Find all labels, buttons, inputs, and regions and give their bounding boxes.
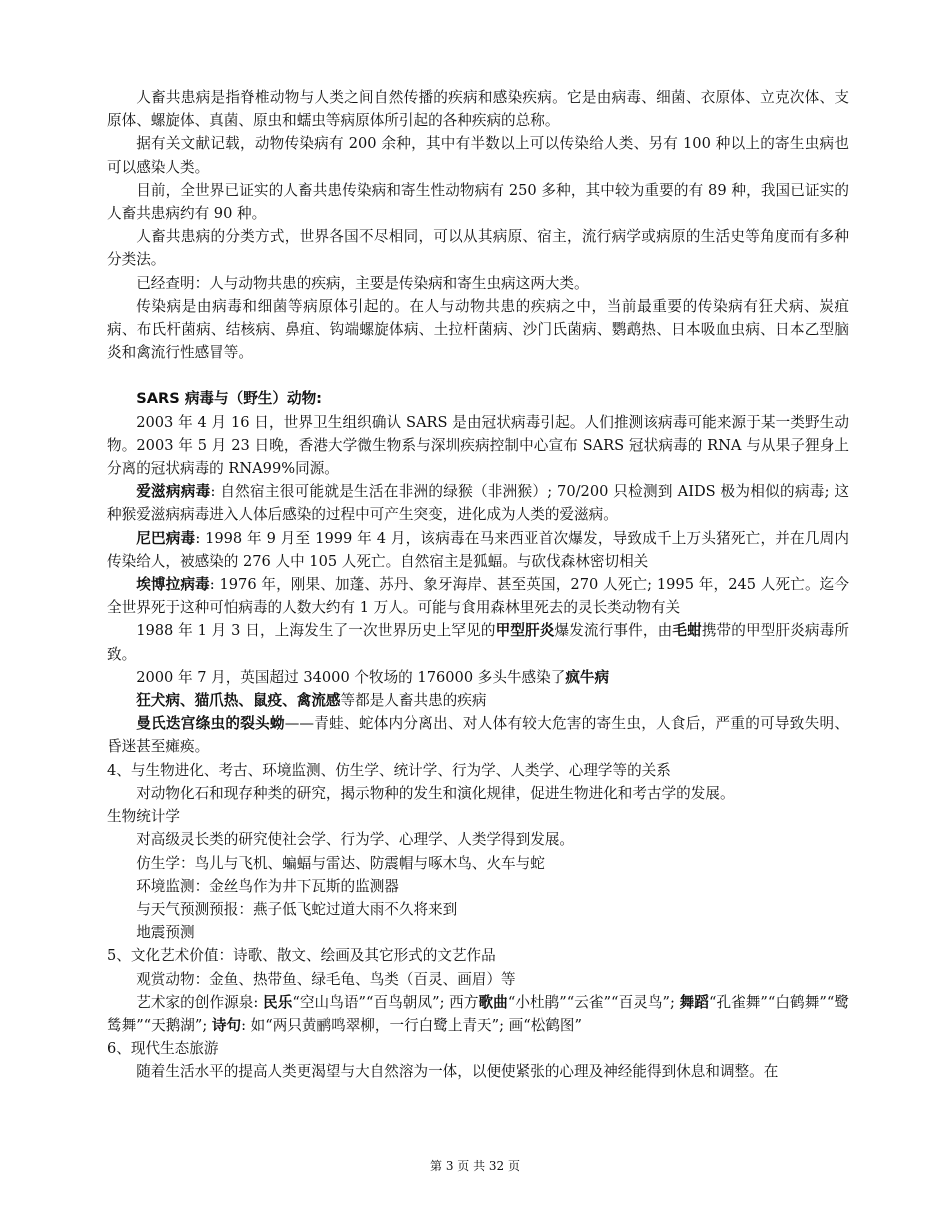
paragraph-nipah [107,527,849,573]
section-5-ornamental: 观赏动物：金鱼、热带鱼、绿毛龟、鸟类（百灵、画眉）等 [136,970,516,988]
folk-music-bold: 民乐 [263,993,293,1011]
nipah-label: 尼巴病毒 [136,529,196,547]
zoonoses-text: 等都是人畜共患的疾病 [340,692,487,710]
section-4-weather: 与天气预测预报：燕子低飞蛇过道大雨不久将来到 [136,900,458,918]
art-text-3: “孔雀舞”“白鹤舞”“鹭鸶舞”“天鹅湖”; [107,993,849,1034]
sars-heading: SARS 病毒与（野生）动物: [136,390,323,408]
bse-text: 2000 年 7 月，英国超过 34000 个牧场的 176000 多头牛感染了 [136,668,566,686]
art-text-1: “空山鸟语”“百鸟朝凤”; 西方 [292,993,479,1011]
paragraph-sars: 2003 年 4 月 16 日，世界卫生组织确认 SARS 是由冠状病毒引起。人们推测该病毒可能来源于某一类野生动物。2003 年 5 月 23 日晚，香港大学微生物系与深圳疾病控制中心宣布 SARS 冠状病毒的 RNA 与从果子狸身上分离的冠状病毒的 RNA99%同源。 [107,413,849,478]
hepatitis-text-post: 携带的甲型肝炎病毒所致。 [107,622,849,663]
nipah-text: : 1998 年 9 月至 1999 年 4 月，该病毒在马来西亚首次爆发，导致成千上万头猪死亡，并在几周内传染给人，被感染的 276 人中 105 人死亡。自然宿主是狐蝠。与砍伐森林密切相关 [107,529,849,570]
paragraph-bse [107,666,849,689]
paragraph-ebola [107,573,849,619]
art-text-pre: 艺术家的创作源泉: [136,993,264,1011]
hepatitis-bold: 甲型肝炎 [495,622,555,640]
songs-bold: 歌曲 [478,993,508,1011]
section-5-title: 5、文化艺术价值：诗歌、散文、绘画及其它形式的文艺作品 [107,947,496,965]
hepatitis-text-mid: 爆发流行事件，由 [554,622,673,640]
paragraph-sparganum [107,712,849,758]
page-footer: 第 3 页 共 32 页 [430,1159,520,1173]
poem-bold: 诗句 [211,1016,242,1034]
paragraph-literature: 据有关文献记载，动物传染病有 200 余种，其中有半数以上可以传染给人类、另有 100 种以上的寄生虫病也可以感染人类。 [107,135,849,176]
paragraph-aids [107,480,849,526]
section-4-biostatistics: 生物统计学 [107,808,180,826]
aids-label: 爱滋病病毒 [136,483,211,501]
paragraph-statistics: 目前，全世界已证实的人畜共患传染病和寄生性动物病有 250 多种，其中较为重要的有 89 种，我国已证实的人畜共患病约有 90 种。 [107,181,849,223]
aids-text: : 自然宿主很可能就是生活在非洲的绿猴（非洲猴）; 70/200 只检测到 AIDS 极为相似的病毒; 这种猴爱滋病病毒进入人体后感染的过程中可产生突变，进化成为人类的爱滋病。 [107,483,849,524]
ebola-text: : 1976 年，刚果、加蓬、苏丹、象牙海岸、甚至英国，270 人死亡; 1995 年，245 人死亡。迄今全世界死于这种可怕病毒的人数大约有 1 万人。可能与食用森林里死去的灵长类动物有关 [107,576,849,617]
paragraph-classification: 人畜共患病的分类方式，世界各国不尽相同，可以从其病原、宿主，流行病学或病原的生活史等角度而有多种分类法。 [107,228,849,269]
zoonoses-bold: 狂犬病、猫爪热、鼠疫、禽流感 [136,692,341,710]
sparganum-text: ——青蛙、蛇体内分离出、对人体有较大危害的寄生虫，人食后，严重的可导致失明、昏迷甚至瘫痪。 [107,715,849,756]
section-5-art [107,991,849,1037]
paragraph-infectious: 传染病是由病毒和细菌等病原体引起的。在人与动物共患的疾病之中，当前最重要的传染病有狂犬病、炭疽病、布氏杆菌病、结核病、鼻疽、钩端螺旋体病、土拉杆菌病、沙门氏菌病、鹦鹉热、日本吸血虫病、日本乙型脑炎和禽流行性感冒等。 [107,297,849,362]
hepatitis-text-pre: 1988 年 1 月 3 日，上海发生了一次世界历史上罕见的 [136,622,496,640]
ebola-label: 埃博拉病毒 [136,576,210,594]
section-4-monitoring: 环境监测：金丝鸟作为井下瓦斯的监测器 [136,877,399,895]
section-4-earthquake: 地震预测 [136,924,195,942]
section-4-title: 4、与生物进化、考古、环境监测、仿生学、统计学、行为学、人类学、心理学等的关系 [107,761,671,779]
paragraph-zoonoses [107,689,849,712]
bse-bold: 疯牛病 [565,668,610,686]
paragraph-hepatitis [107,619,849,665]
sparganum-bold: 曼氏迭宫绦虫的裂头蚴 [136,715,285,733]
page-body [107,86,849,1084]
section-4-bionics: 仿生学：鸟儿与飞机、蝙蝠与雷达、防震帽与啄木鸟、火车与蛇 [136,854,545,872]
section-6-title: 6、现代生态旅游 [107,1040,219,1058]
section-4-primates: 对高级灵长类的研究使社会学、行为学、心理学、人类学得到发展。 [136,831,575,849]
clam-bold: 毛蚶 [672,622,702,640]
art-text-4: : 如“两只黄鹂鸣翠柳，一行白鹭上青天”; 画“松鹤图” [241,1016,582,1034]
section-4-evolution: 对动物化石和现存种类的研究，揭示物种的发生和演化规律，促进生物进化和考古学的发展。 [136,784,735,802]
spacer [107,364,849,387]
dance-bold: 舞蹈 [679,993,709,1011]
section-6-tourism: 随着生活水平的提高人类更渴望与大自然溶为一体，以便使紧张的心理及神经能得到休息和调整。在 [136,1063,779,1081]
paragraph-definition: 人畜共患病是指脊椎动物与人类之间自然传播的疾病和感染疾病。它是由病毒、细菌、衣原体、立克次体、支原体、螺旋体、真菌、原虫和蠕虫等病原体所引起的各种疾病的总称。 [107,89,849,130]
art-text-2: “小杜鹃”“云雀”“百灵鸟”; [507,993,680,1011]
paragraph-findings: 已经查明：人与动物共患的疾病，主要是传染病和寄生虫病这两大类。 [136,274,589,292]
